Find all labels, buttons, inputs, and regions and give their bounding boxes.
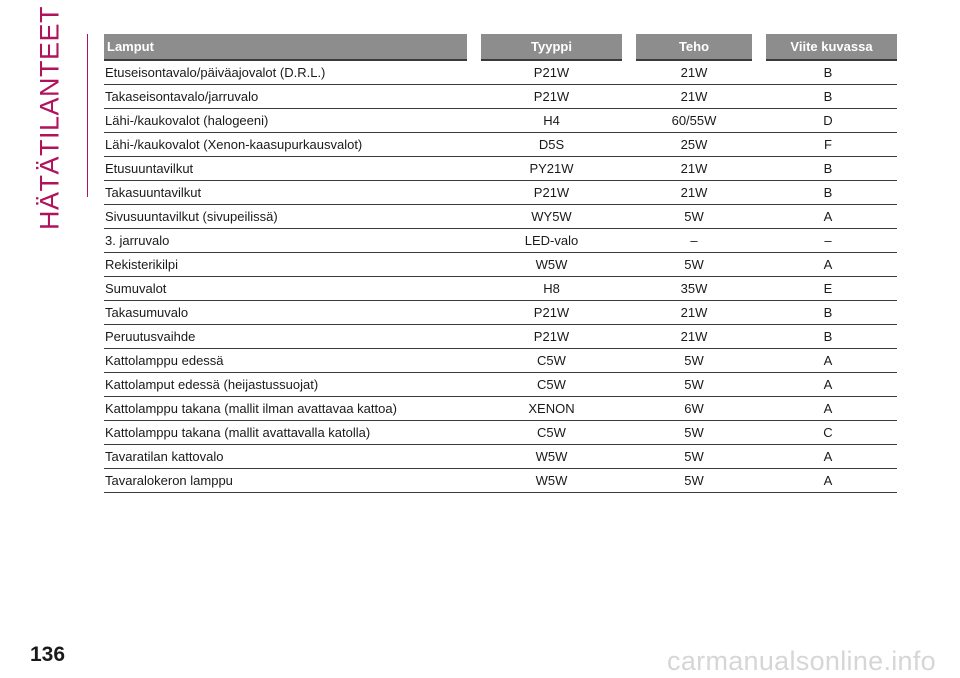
cell-figure-ref: E [759, 277, 897, 301]
table-row [104, 421, 897, 445]
section-title-text: HÄTÄTILANTEET [34, 5, 65, 230]
header-type: Tyyppi [474, 34, 629, 60]
cell-lamp: 3. jarruvalo [104, 229, 474, 253]
cell-power: 60/55W [629, 109, 759, 133]
cell-type: P21W [474, 60, 629, 85]
cell-lamp: Kattolamppu takana (mallit ilman avattavaa kattoa) [104, 397, 474, 421]
section-divider [87, 34, 88, 197]
cell-lamp: Kattolamppu takana (mallit avattavalla katolla) [104, 421, 474, 445]
cell-type: LED-valo [474, 229, 629, 253]
cell-power: 21W [629, 301, 759, 325]
cell-lamp: Kattolamppu edessä [104, 349, 474, 373]
cell-type: WY5W [474, 205, 629, 229]
cell-figure-ref: B [759, 301, 897, 325]
cell-power: 35W [629, 277, 759, 301]
cell-type: W5W [474, 445, 629, 469]
table-row [104, 109, 897, 133]
cell-lamp: Takaseisontavalo/jarruvalo [104, 85, 474, 109]
cell-figure-ref: B [759, 157, 897, 181]
cell-lamp: Tavaratilan kattovalo [104, 445, 474, 469]
cell-type: W5W [474, 469, 629, 493]
cell-figure-ref: D [759, 109, 897, 133]
cell-figure-ref: A [759, 253, 897, 277]
cell-figure-ref: A [759, 469, 897, 493]
cell-lamp: Sivusuuntavilkut (sivupeilissä) [104, 205, 474, 229]
header-power: Teho [629, 34, 759, 60]
cell-type: C5W [474, 373, 629, 397]
table-row [104, 277, 897, 301]
table-row [104, 301, 897, 325]
cell-power: 21W [629, 85, 759, 109]
cell-power: 5W [629, 205, 759, 229]
cell-lamp: Etuseisontavalo/päiväajovalot (D.R.L.) [104, 60, 474, 85]
table-row [104, 205, 897, 229]
cell-figure-ref: A [759, 373, 897, 397]
cell-lamp: Takasuuntavilkut [104, 181, 474, 205]
bulb-table [104, 34, 897, 493]
table-row [104, 397, 897, 421]
table-row [104, 85, 897, 109]
cell-type: H8 [474, 277, 629, 301]
table-row [104, 229, 897, 253]
table-row [104, 60, 897, 85]
cell-type: P21W [474, 301, 629, 325]
table-row [104, 373, 897, 397]
cell-type: P21W [474, 85, 629, 109]
cell-type: PY21W [474, 157, 629, 181]
cell-lamp: Takasumuvalo [104, 301, 474, 325]
cell-power: – [629, 229, 759, 253]
cell-power: 25W [629, 133, 759, 157]
header-row [104, 34, 897, 60]
cell-lamp: Tavaralokeron lamppu [104, 469, 474, 493]
table-row [104, 445, 897, 469]
cell-lamp: Sumuvalot [104, 277, 474, 301]
cell-figure-ref: – [759, 229, 897, 253]
cell-power: 5W [629, 469, 759, 493]
table-row [104, 349, 897, 373]
header-figure-ref: Viite kuvassa [759, 34, 897, 60]
cell-power: 5W [629, 445, 759, 469]
header-lamps: Lamput [104, 34, 474, 60]
cell-lamp: Lähi-/kaukovalot (Xenon-kaasupurkausvalot) [104, 133, 474, 157]
table-row [104, 469, 897, 493]
table-row [104, 157, 897, 181]
cell-type: P21W [474, 181, 629, 205]
cell-power: 21W [629, 325, 759, 349]
cell-power: 21W [629, 157, 759, 181]
cell-lamp: Etusuuntavilkut [104, 157, 474, 181]
cell-type: P21W [474, 325, 629, 349]
table-row [104, 325, 897, 349]
cell-lamp: Peruutusvaihde [104, 325, 474, 349]
table-row [104, 181, 897, 205]
cell-power: 21W [629, 181, 759, 205]
cell-figure-ref: B [759, 181, 897, 205]
cell-figure-ref: A [759, 349, 897, 373]
cell-figure-ref: C [759, 421, 897, 445]
table-row [104, 133, 897, 157]
cell-type: C5W [474, 421, 629, 445]
table-row [104, 253, 897, 277]
cell-power: 5W [629, 373, 759, 397]
cell-power: 21W [629, 60, 759, 85]
page-number: 136 [30, 643, 66, 666]
cell-lamp: Lähi-/kaukovalot (halogeeni) [104, 109, 474, 133]
bulb-table-header [104, 34, 897, 60]
cell-figure-ref: A [759, 445, 897, 469]
cell-type: C5W [474, 349, 629, 373]
watermark: carmanualsonline.info [667, 646, 936, 676]
cell-figure-ref: B [759, 85, 897, 109]
cell-power: 6W [629, 397, 759, 421]
cell-type: XENON [474, 397, 629, 421]
cell-figure-ref: F [759, 133, 897, 157]
cell-figure-ref: A [759, 397, 897, 421]
cell-figure-ref: B [759, 325, 897, 349]
cell-power: 5W [629, 349, 759, 373]
cell-figure-ref: A [759, 205, 897, 229]
cell-lamp: Rekisterikilpi [104, 253, 474, 277]
cell-figure-ref: B [759, 60, 897, 85]
cell-type: D5S [474, 133, 629, 157]
cell-lamp: Kattolamput edessä (heijastussuojat) [104, 373, 474, 397]
cell-power: 5W [629, 421, 759, 445]
cell-power: 5W [629, 253, 759, 277]
cell-type: W5W [474, 253, 629, 277]
cell-type: H4 [474, 109, 629, 133]
section-title [16, 5, 84, 230]
bulb-table-body [104, 60, 897, 493]
